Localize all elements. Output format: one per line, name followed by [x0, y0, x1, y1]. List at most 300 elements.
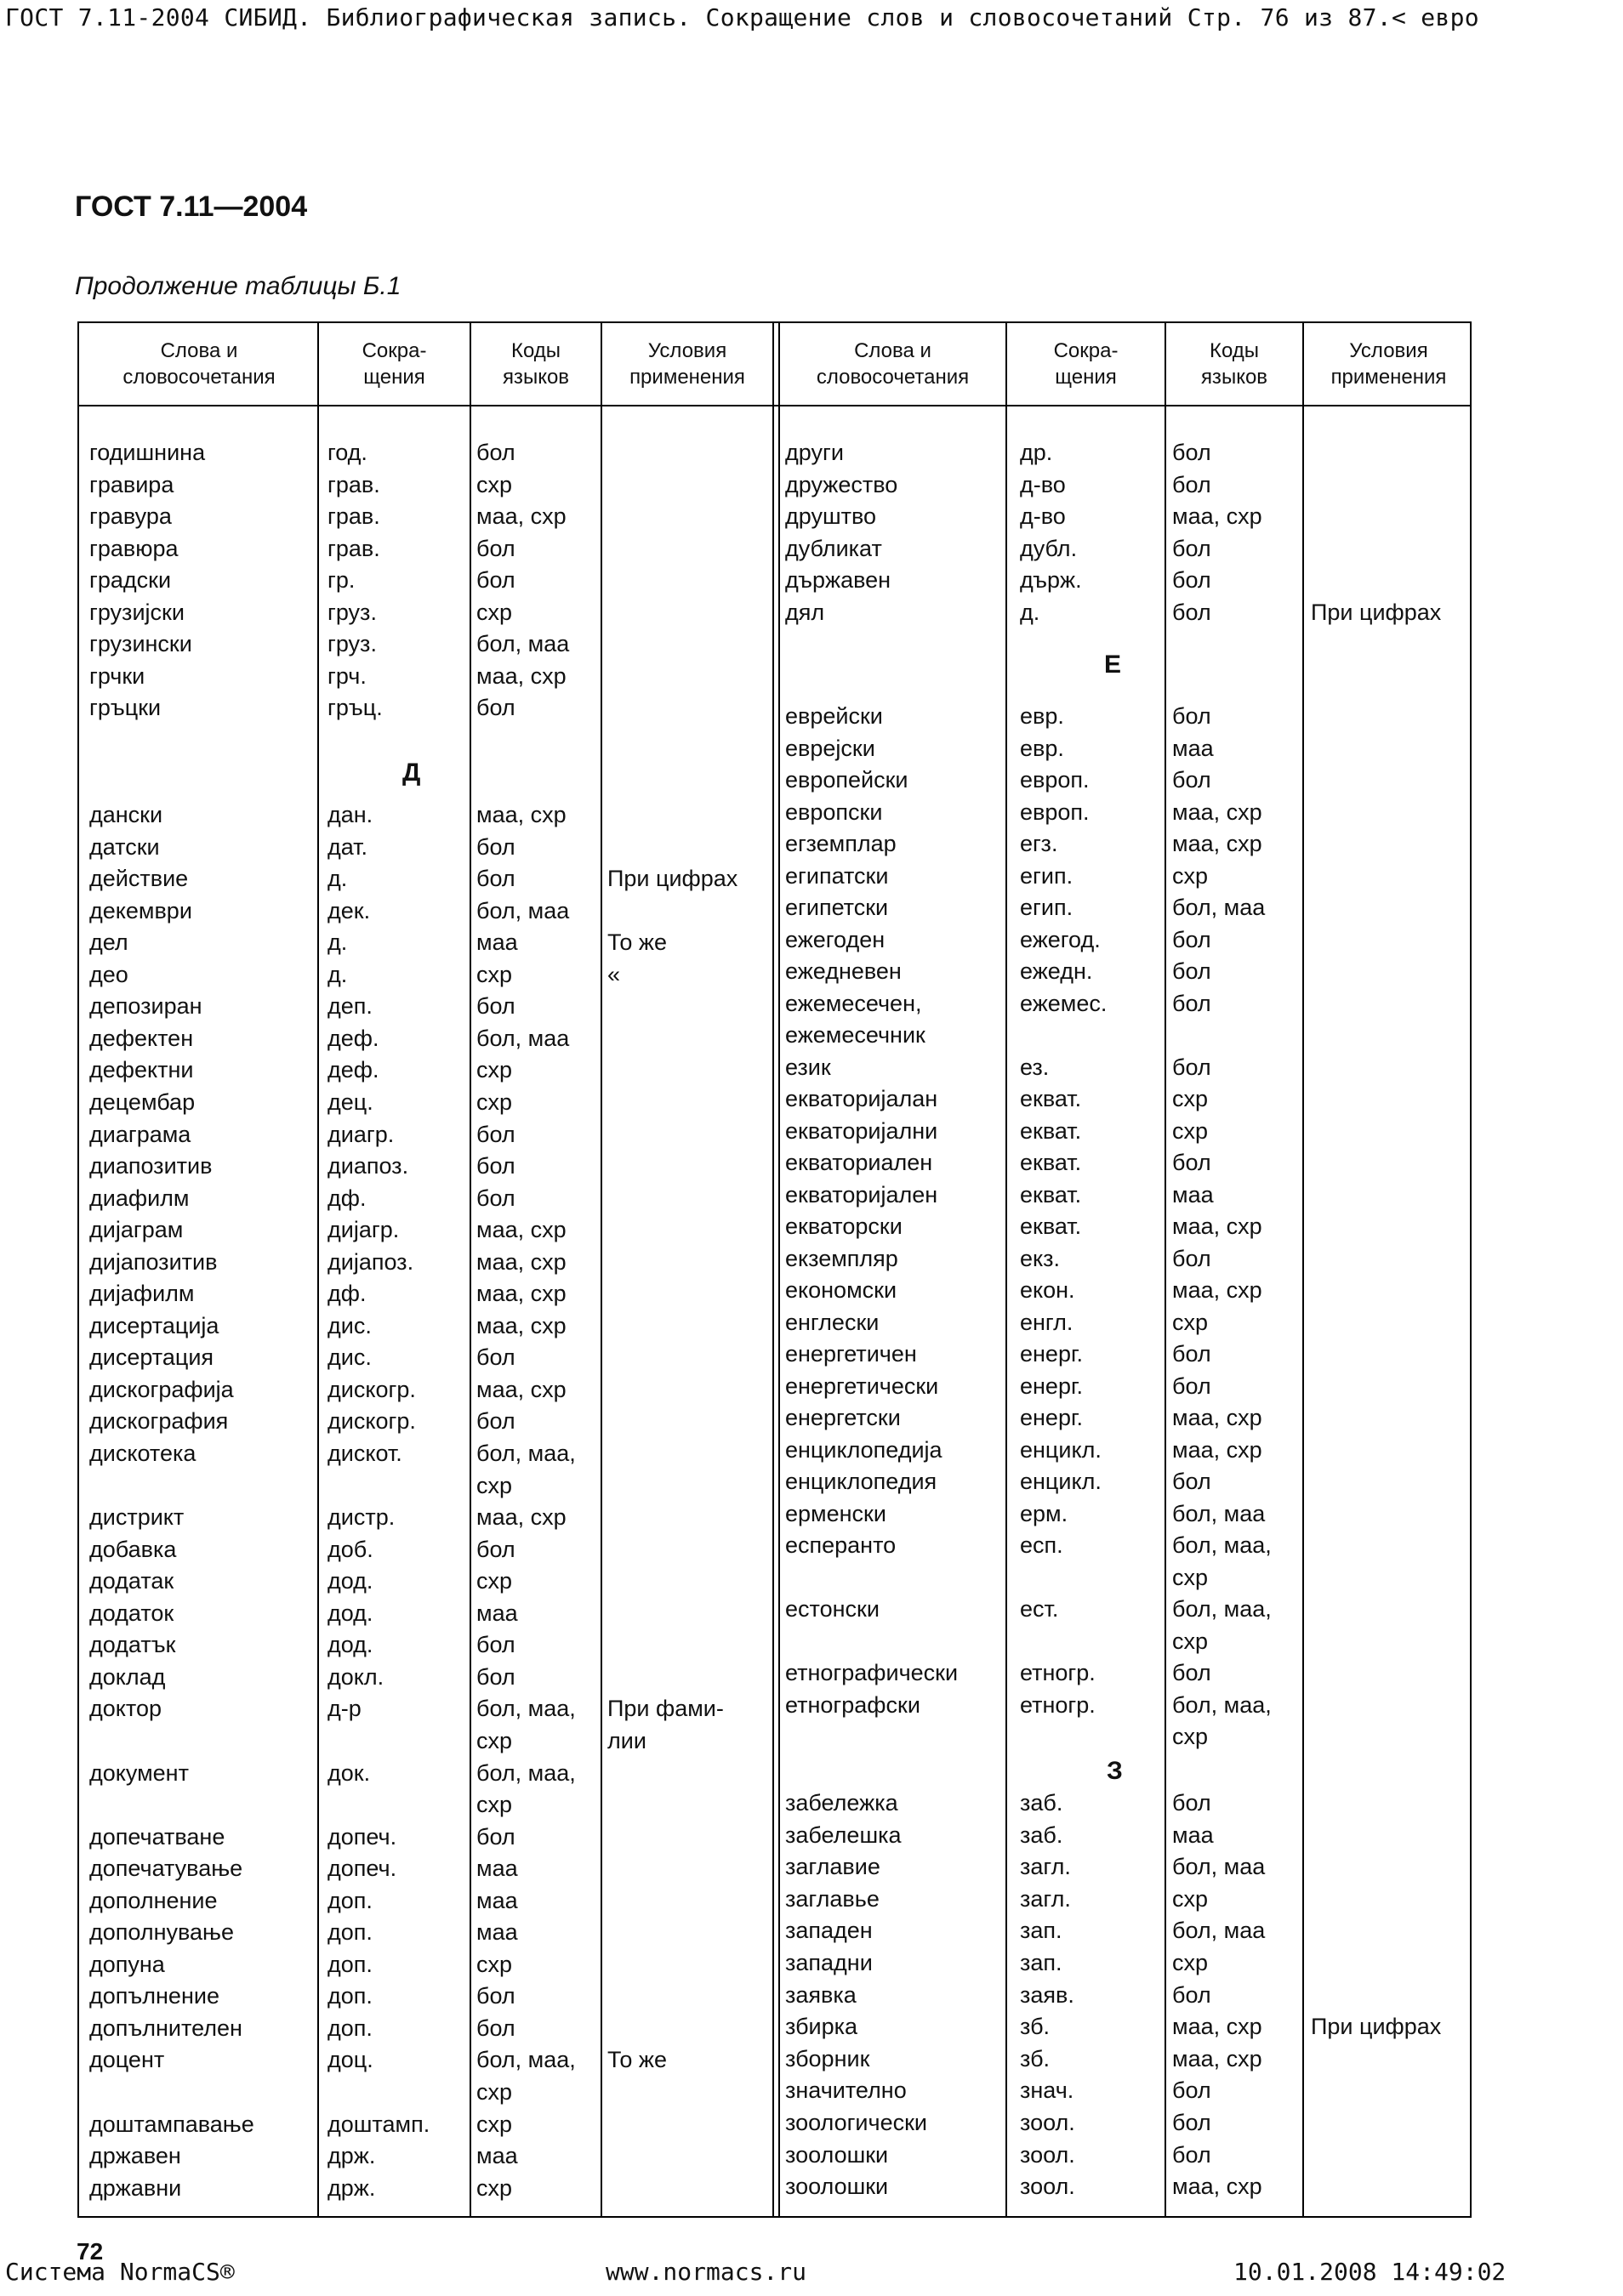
word-cell: годишнина — [89, 440, 206, 465]
table-row — [79, 828, 1470, 860]
word-cell: дијапозитив — [89, 1248, 218, 1275]
language-codes-cell: бол — [1172, 958, 1211, 984]
abbreviation-cell: ест. — [1020, 1596, 1059, 1622]
page-header: ГОСТ 7.11-2004 СИБИД. Библиографическая запись. Сокращение слов и словосочетаний Стр. 76 из 87.< евро — [5, 3, 1479, 31]
language-codes-cell: маа — [1172, 1181, 1214, 1208]
table-row — [79, 469, 1470, 501]
abbreviation-cell: дијапоз. — [327, 1248, 414, 1275]
language-codes-cell: маа — [476, 1887, 518, 1913]
table-row — [79, 2075, 1470, 2106]
header-abbr: Сокра- щения — [1053, 339, 1119, 389]
abbreviation-cell: док. — [327, 1759, 371, 1786]
abbreviation-cell: доштамп. — [327, 2111, 430, 2137]
word-cell: енергетски — [785, 1405, 901, 1430]
abbreviation-cell: дф. — [327, 1281, 367, 1307]
table-row — [79, 565, 1470, 596]
word-cell: екземпляр — [785, 1245, 898, 1271]
document-code: ГОСТ 7.11—2004 — [75, 190, 308, 223]
language-codes-cell: бол — [1172, 1054, 1211, 1080]
word-cell: етнографически — [785, 1660, 959, 1685]
word-cell: египетски — [785, 895, 889, 920]
language-codes-cell: бол — [476, 993, 515, 1020]
table-row — [79, 892, 1470, 924]
abbreviation-cell: дубл. — [1020, 535, 1078, 561]
abbreviation-cell: грч. — [327, 662, 367, 689]
abbreviation-cell: екват. — [1020, 1150, 1082, 1175]
language-codes-cell: маа, схр — [476, 1248, 567, 1275]
table-row — [79, 2107, 1470, 2139]
language-codes-cell: бол — [476, 1536, 515, 1562]
abbreviation-cell: заб. — [1020, 1821, 1063, 1848]
word-cell: заглавье — [785, 1885, 880, 1912]
language-codes-cell: бол — [476, 1153, 515, 1179]
word-cell: зоологически — [785, 2110, 927, 2135]
word-cell: еврейски — [785, 703, 883, 729]
conditions-cell: лии — [607, 1727, 646, 1753]
word-cell: естонски — [785, 1596, 880, 1622]
abbreviation-cell: д-во — [1020, 503, 1066, 529]
abbreviation-cell: д-во — [1020, 471, 1066, 497]
word-cell: европейски — [785, 767, 908, 793]
table-row — [79, 1947, 1470, 1979]
conditions-cell: То же — [607, 2047, 667, 2073]
word-cell: западен — [785, 1918, 873, 1944]
word-cell: ежегоден — [785, 926, 886, 952]
language-codes-cell: схр — [476, 471, 513, 497]
word-cell: доцент — [89, 2047, 165, 2073]
language-codes-cell: маа — [476, 1856, 518, 1882]
table-row — [79, 1466, 1470, 1498]
abbreviation-cell: зоол. — [1020, 2174, 1075, 2200]
table-row — [79, 1758, 1470, 1789]
language-codes-cell: бол — [476, 1823, 515, 1850]
abbreviation-cell: знач. — [1020, 2077, 1074, 2104]
table-row — [79, 1020, 1470, 1051]
word-cell: дијафилм — [89, 1281, 195, 1307]
language-codes-cell: бол, маа — [1172, 1500, 1266, 1526]
table-row — [79, 1211, 1470, 1242]
language-codes-cell: бол — [476, 1121, 515, 1147]
word-cell: дијаграм — [89, 1217, 184, 1243]
language-codes-cell: схр — [1172, 1086, 1209, 1111]
language-codes-cell: бол, маа — [1172, 1854, 1266, 1880]
abbreviation-cell: егз. — [1020, 831, 1058, 856]
abbreviation-cell: екват. — [1020, 1117, 1082, 1144]
word-cell: екваторијалан — [785, 1086, 938, 1111]
language-codes-cell: схр — [476, 1727, 513, 1753]
abbreviation-cell: екват. — [1020, 1213, 1082, 1239]
word-cell: допълнение — [89, 1983, 219, 2009]
section-letter: Е — [1104, 651, 1122, 679]
table-row — [79, 1820, 1470, 1851]
abbreviation-cell: дек. — [327, 897, 371, 924]
table-row — [79, 797, 1470, 828]
table-row — [79, 1690, 1470, 1721]
table-row — [79, 861, 1470, 892]
word-cell: език — [785, 1054, 831, 1080]
header-words: Слова и словосочетания — [816, 339, 970, 389]
table-row — [79, 1562, 1470, 1594]
word-cell: дополнување — [89, 1919, 234, 1946]
language-codes-cell: маа, схр — [1172, 798, 1262, 825]
table-row — [79, 1657, 1470, 1689]
table-row — [79, 1915, 1470, 1946]
table-row — [79, 628, 1470, 660]
language-codes-cell: маа — [476, 929, 518, 956]
table-row — [79, 1275, 1470, 1306]
language-codes-cell: бол, маа, — [1172, 1691, 1272, 1718]
word-cell: енергетически — [785, 1372, 939, 1399]
language-codes-cell: маа, схр — [476, 503, 567, 529]
word-cell: дел — [89, 929, 128, 956]
language-codes-cell: маа, схр — [476, 1217, 567, 1243]
word-cell: егземплар — [785, 831, 897, 856]
header-conditions: Условия применения — [1330, 339, 1447, 389]
word-cell: екваторски — [785, 1213, 903, 1239]
language-codes-cell: бол — [1172, 1790, 1211, 1816]
language-codes-cell: схр — [1172, 1950, 1209, 1975]
language-codes-cell: бол, маа — [1172, 895, 1266, 920]
abbreviation-cell: држ. — [327, 2143, 376, 2169]
abbreviation-cell: дец. — [327, 1088, 373, 1115]
language-codes-cell: схр — [1172, 1628, 1209, 1654]
language-codes-cell: бол, маа, — [476, 1696, 576, 1722]
abbreviation-cell: евр. — [1020, 735, 1064, 761]
abbreviation-cell: зб. — [1020, 2045, 1051, 2072]
language-codes-cell: схр — [476, 1568, 513, 1594]
word-cell: енергетичен — [785, 1341, 917, 1367]
language-codes-cell: схр — [1172, 1724, 1209, 1749]
table-row — [79, 1371, 1470, 1402]
word-cell: ежемесечник — [785, 1022, 925, 1048]
language-codes-cell: маа, схр — [476, 662, 567, 689]
abbreviation-cell: екват. — [1020, 1086, 1082, 1111]
language-codes-cell: бол — [1172, 440, 1211, 465]
language-codes-cell: бол — [1172, 1245, 1211, 1271]
abbreviation-cell: зоол. — [1020, 2141, 1075, 2168]
language-codes-cell: бол — [476, 535, 515, 561]
abbreviation-cell: доп. — [327, 2015, 373, 2041]
word-cell: грузијски — [89, 599, 185, 625]
language-codes-cell: маа, схр — [1172, 1436, 1262, 1463]
word-cell: дружество — [785, 471, 898, 497]
table-row — [79, 924, 1470, 956]
language-codes-cell: бол — [1172, 1660, 1211, 1685]
table-row — [79, 764, 1470, 796]
language-codes-cell: бол — [476, 1983, 515, 2009]
word-cell: државен — [89, 2143, 181, 2169]
abbreviation-cell: енцикл. — [1020, 1436, 1102, 1463]
abbreviation-cell: дод. — [327, 1632, 373, 1658]
language-codes-cell: маа — [476, 1919, 518, 1946]
abbreviation-cell: груз. — [327, 599, 377, 625]
word-cell: ежедневен — [785, 958, 902, 984]
word-cell: грчки — [89, 662, 145, 689]
language-codes-cell: бол, маа — [476, 631, 570, 656]
table-row — [79, 1147, 1470, 1179]
word-cell: градски — [89, 567, 172, 593]
word-cell: додаток — [89, 1600, 174, 1626]
abbreviation-cell: грав. — [327, 503, 380, 529]
word-cell: етнографски — [785, 1691, 920, 1718]
language-codes-cell: бол — [1172, 1150, 1211, 1175]
table-row — [79, 2171, 1470, 2202]
footer-system: Система NormaCS® — [5, 2258, 235, 2286]
abbreviation-cell: европ. — [1020, 798, 1090, 825]
abbreviation-cell: доб. — [327, 1536, 373, 1562]
language-codes-cell: бол — [476, 2015, 515, 2041]
abbreviation-cell: диапоз. — [327, 1153, 409, 1179]
word-cell: дискография — [89, 1408, 229, 1435]
language-codes-cell: схр — [476, 1057, 513, 1083]
word-cell: други — [785, 440, 844, 465]
table-row — [79, 1721, 1470, 1753]
table-row — [79, 437, 1470, 469]
table-row — [79, 1498, 1470, 1530]
word-cell: дефектни — [89, 1057, 194, 1083]
word-cell: египатски — [785, 862, 889, 889]
word-cell: државни — [89, 2174, 182, 2201]
conditions-cell: При цифрах — [1311, 599, 1442, 625]
abbreviation-cell: држ. — [327, 2174, 376, 2201]
word-cell: децембар — [89, 1088, 196, 1115]
header-abbr: Сокра- щения — [362, 339, 427, 389]
word-cell: заявка — [785, 1981, 857, 2008]
word-cell: гравура — [89, 503, 172, 529]
abbreviation-cell: дискогр. — [327, 1408, 416, 1435]
word-cell: дискографија — [89, 1376, 234, 1402]
language-codes-cell: схр — [476, 2111, 513, 2137]
language-codes-cell: бол — [476, 866, 515, 892]
language-codes-cell: маа, схр — [476, 1281, 567, 1307]
language-codes-cell: бол — [476, 1344, 515, 1371]
abbreviation-cell: диагр. — [327, 1121, 395, 1147]
language-codes-cell: бол — [1172, 2141, 1211, 2168]
word-cell: действие — [89, 866, 189, 892]
language-codes-cell: бол — [1172, 535, 1211, 561]
word-cell: диафилм — [89, 1185, 190, 1211]
abbreviation-cell: енерг. — [1020, 1405, 1084, 1430]
abbreviation-cell: етногр. — [1020, 1691, 1096, 1718]
abbreviation-cell: дис. — [327, 1344, 372, 1371]
abbreviation-cell: енцикл. — [1020, 1469, 1102, 1494]
page-number: 72 — [77, 2238, 104, 2265]
abbreviation-cell: егип. — [1020, 895, 1073, 920]
abbreviation-cell: етногр. — [1020, 1660, 1096, 1685]
table-row — [79, 1307, 1470, 1338]
language-codes-cell: бол, маа — [476, 897, 570, 924]
word-cell: екваториален — [785, 1150, 933, 1175]
word-cell: дополнение — [89, 1887, 218, 1913]
word-cell: ерменски — [785, 1500, 886, 1526]
language-codes-cell: маа, схр — [1172, 1405, 1262, 1430]
table-row — [79, 533, 1470, 565]
abbreviation-cell: груз. — [327, 631, 377, 656]
header-lang-codes: Коды языков — [1200, 339, 1268, 389]
abbreviation-cell: енерг. — [1020, 1372, 1084, 1399]
header-divider — [79, 405, 1470, 406]
table-row — [79, 1116, 1470, 1147]
language-codes-cell: бол, маа, — [476, 1759, 576, 1786]
abbreviation-cell: год. — [327, 440, 367, 465]
table-row — [79, 2011, 1470, 2043]
language-codes-cell: бол — [1172, 2077, 1211, 2104]
table-row — [79, 1338, 1470, 1370]
abbreviation-cell: допеч. — [327, 1823, 397, 1850]
abbreviation-cell: доп. — [327, 1983, 373, 2009]
abbreviation-cell: европ. — [1020, 767, 1090, 793]
abbreviation-cell: д. — [327, 929, 348, 956]
word-cell: дял — [785, 599, 825, 625]
abbreviation-cell: доп. — [327, 1919, 373, 1946]
table-row — [79, 1594, 1470, 1625]
word-cell: декември — [89, 897, 192, 924]
language-codes-cell: маа, схр — [476, 802, 567, 827]
word-cell: документ — [89, 1759, 189, 1786]
abbreviation-cell: загл. — [1020, 1885, 1071, 1912]
word-cell: зоолошки — [785, 2141, 889, 2168]
language-codes-cell: схр — [1172, 862, 1209, 889]
language-codes-cell: маа — [1172, 735, 1214, 761]
language-codes-cell: бол — [476, 1185, 515, 1211]
language-codes-cell: бол — [476, 567, 515, 593]
language-codes-cell: маа, схр — [1172, 2014, 1262, 2040]
word-cell: държавен — [785, 567, 891, 593]
language-codes-cell: схр — [1172, 1885, 1209, 1912]
language-codes-cell: маа, схр — [1172, 831, 1262, 856]
conditions-cell: То же — [607, 929, 667, 956]
abbreviation-cell: дис. — [327, 1312, 372, 1338]
language-codes-cell: бол — [1172, 767, 1211, 793]
word-cell: грузински — [89, 631, 192, 656]
language-codes-cell: маа — [1172, 1821, 1214, 1848]
table-row — [79, 1980, 1470, 2011]
abbreviation-cell: екват. — [1020, 1181, 1082, 1208]
language-codes-cell: схр — [476, 1951, 513, 1977]
word-cell: депозиран — [89, 993, 202, 1020]
language-codes-cell: бол, маа — [1172, 1918, 1266, 1944]
table-row — [79, 1052, 1470, 1083]
word-cell: значително — [785, 2077, 907, 2104]
language-codes-cell: маа, схр — [1172, 503, 1262, 529]
conditions-cell: При цифрах — [1311, 2014, 1442, 2040]
abbreviation-cell: екз. — [1020, 1245, 1061, 1271]
abbreviation-cell: д. — [1020, 599, 1040, 625]
abbreviation-cell: дистр. — [327, 1504, 396, 1531]
word-cell: допечатване — [89, 1823, 225, 1850]
language-codes-cell: бол — [1172, 703, 1211, 729]
language-codes-cell: маа, схр — [1172, 1277, 1262, 1303]
abbreviation-cell: енгл. — [1020, 1309, 1073, 1335]
word-cell: збирка — [785, 2014, 858, 2040]
abbreviation-cell: гр. — [327, 567, 356, 593]
language-codes-cell: маа, схр — [1172, 2174, 1262, 2200]
word-cell: допуна — [89, 1951, 165, 1977]
language-codes-cell: схр — [1172, 1309, 1209, 1335]
word-cell: енциклопедија — [785, 1436, 942, 1463]
table-row — [79, 1402, 1470, 1434]
table-row — [79, 988, 1470, 1020]
language-codes-cell: маа, схр — [476, 1312, 567, 1338]
abbreviation-cell: ежемес. — [1020, 990, 1108, 1016]
language-codes-cell: бол, маа — [476, 1025, 570, 1051]
word-cell: забелешка — [785, 1821, 902, 1848]
language-codes-cell: бол — [1172, 2110, 1211, 2135]
word-cell: европски — [785, 798, 883, 825]
language-codes-cell: бол — [1172, 1981, 1211, 2008]
word-cell: дисертация — [89, 1344, 214, 1371]
language-codes-cell: маа, схр — [1172, 1213, 1262, 1239]
word-cell: друштво — [785, 503, 877, 529]
table-row — [79, 701, 1470, 732]
abbreviation-cell: доп. — [327, 1887, 373, 1913]
abbreviation-cell: зоол. — [1020, 2110, 1075, 2135]
language-codes-cell: бол — [476, 833, 515, 860]
abbreviation-cell: деп. — [327, 993, 373, 1020]
language-codes-cell: бол — [476, 695, 515, 720]
language-codes-cell: схр — [476, 599, 513, 625]
word-cell: додатък — [89, 1632, 176, 1658]
abbreviation-cell: зб. — [1020, 2014, 1051, 2040]
language-codes-cell: бол, маа, — [1172, 1596, 1272, 1622]
word-cell: дански — [89, 802, 163, 827]
word-cell: западни — [785, 1950, 873, 1975]
word-cell: енглески — [785, 1309, 880, 1335]
abbreviation-cell: доп. — [327, 1951, 373, 1977]
language-codes-cell: бол — [476, 1663, 515, 1690]
word-cell: диапозитив — [89, 1153, 213, 1179]
table-row — [79, 733, 1470, 764]
abbreviation-cell: ерм. — [1020, 1500, 1068, 1526]
language-codes-cell: схр — [476, 1792, 513, 1818]
footer-url[interactable]: www.normacs.ru — [606, 2258, 807, 2286]
abbreviation-cell: грав. — [327, 535, 380, 561]
section-letter: З — [1107, 1757, 1123, 1785]
language-codes-cell: маа, схр — [476, 1504, 567, 1531]
word-cell: додатак — [89, 1568, 174, 1594]
abbreviation-cell: заб. — [1020, 1790, 1063, 1816]
abbreviation-cell: енерг. — [1020, 1341, 1084, 1367]
table-row — [79, 2140, 1470, 2171]
abbreviation-cell: д. — [327, 866, 348, 892]
abbreviation-cell: ез. — [1020, 1054, 1050, 1080]
language-codes-cell: схр — [476, 2079, 513, 2105]
abbreviation-cell: дијагр. — [327, 1217, 400, 1243]
word-cell: добавка — [89, 1536, 177, 1562]
abbreviation-cell: д. — [327, 961, 348, 987]
abbreviation-cell: екон. — [1020, 1277, 1075, 1303]
table-row — [79, 1530, 1470, 1561]
abbreviation-table — [77, 321, 1472, 2218]
abbreviation-cell: др. — [1020, 440, 1053, 465]
language-codes-cell: бол — [1172, 471, 1211, 497]
word-cell: забележка — [785, 1790, 898, 1816]
word-cell: гравира — [89, 471, 174, 497]
word-cell: дубликат — [785, 535, 882, 561]
language-codes-cell: бол — [1172, 1341, 1211, 1367]
abbreviation-cell: д-р — [327, 1696, 362, 1722]
header-conditions: Условия применения — [629, 339, 745, 389]
language-codes-cell: схр — [1172, 1564, 1209, 1590]
language-codes-cell: бол — [1172, 567, 1211, 593]
word-cell: дефектен — [89, 1025, 194, 1051]
word-cell: доклад — [89, 1663, 166, 1690]
abbreviation-cell: докл. — [327, 1663, 384, 1690]
table-row — [79, 1435, 1470, 1466]
word-cell: датски — [89, 833, 160, 860]
language-codes-cell: бол, маа, — [476, 2047, 576, 2073]
table-row — [79, 2043, 1470, 2075]
